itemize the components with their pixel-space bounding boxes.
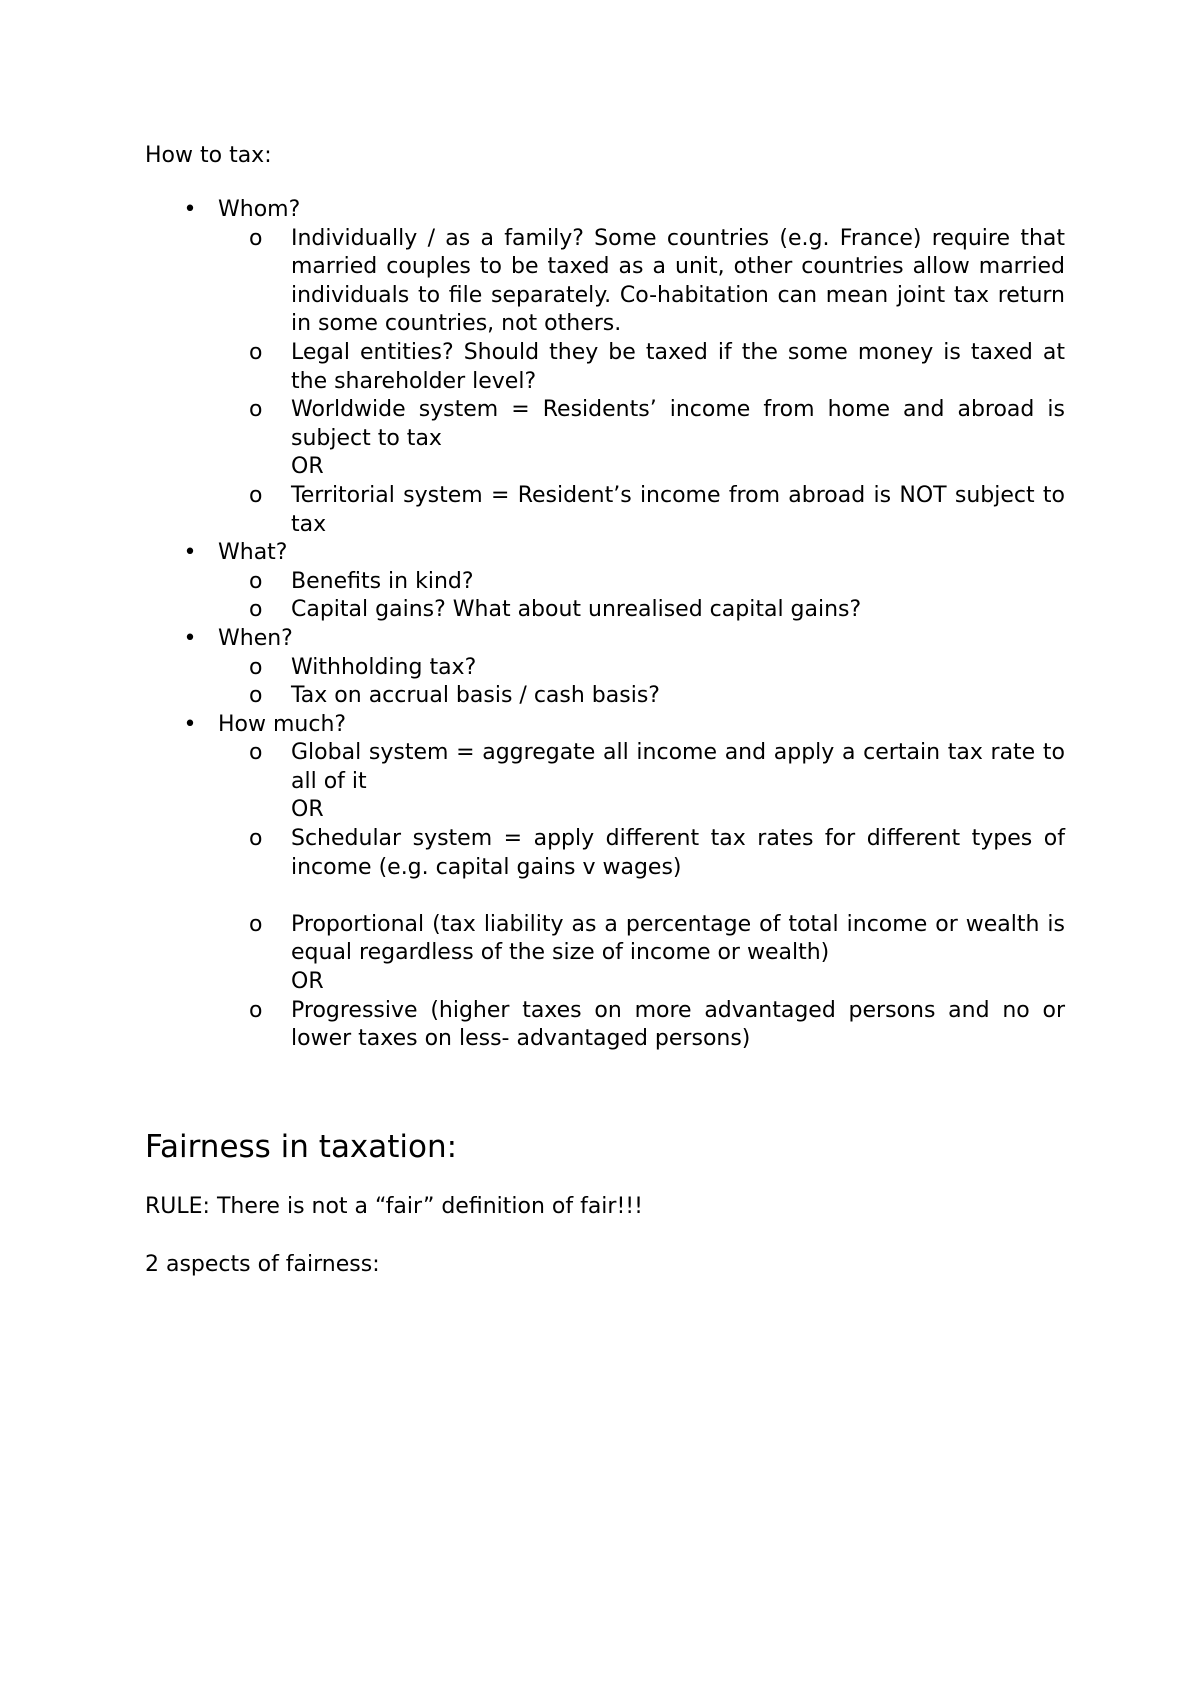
how-to-tax-heading: How to tax: (145, 143, 272, 168)
sub-item-schedular-system (145, 825, 1065, 882)
circle-bullet-icon: o (249, 482, 263, 508)
sub-item-text: Worldwide system = Residents’ income from home and abroad is subject to tax (291, 397, 1065, 451)
circle-bullet-icon: o (249, 339, 263, 365)
list-item-label: What? (218, 540, 288, 566)
aspects-paragraph: 2 aspects of fairness: (145, 1252, 380, 1277)
sub-item-text: Withholding tax? (291, 654, 477, 680)
circle-bullet-icon: o (249, 397, 263, 423)
sub-item-text: Individually / as a family? Some countries (e.g. France) require that married couples to be taxed as a unit, other countries allow married individuals to file separately. Co-habitation can mean joint tax return in some countries, not others. (291, 225, 1065, 337)
list-item-label: How much? (218, 711, 347, 737)
bullet-icon: • (183, 625, 197, 651)
bullet-icon: • (183, 197, 197, 222)
list-item-what (145, 539, 1065, 568)
list-item-how-much (145, 711, 1065, 740)
fairness-heading: Fairness in taxation: (145, 1129, 458, 1165)
or-separator: OR (291, 797, 324, 823)
circle-bullet-icon: o (249, 597, 263, 623)
sub-item-accrual-basis (145, 682, 1065, 711)
blank-line (145, 882, 1065, 911)
circle-bullet-icon: o (249, 911, 263, 937)
circle-bullet-icon: o (249, 654, 263, 680)
sub-item-global-system (145, 739, 1065, 796)
how-to-tax-outline (145, 196, 1065, 1054)
sub-item-proportional (145, 911, 1065, 968)
sub-item-text: Progressive (higher taxes on more advantaged persons and no or lower taxes on less- advantaged persons) (291, 997, 1065, 1052)
sub-item-capital-gains (145, 596, 1065, 625)
sub-item-territorial-system (145, 482, 1065, 539)
or-separator: OR (291, 454, 324, 480)
circle-bullet-icon: o (249, 225, 263, 251)
bullet-icon: • (183, 540, 197, 566)
sub-item-text: Capital gains? What about unrealised capital gains? (291, 597, 862, 623)
sub-item-worldwide-system (145, 396, 1065, 453)
sub-item-text: Tax on accrual basis / cash basis? (291, 683, 660, 709)
sub-item-text: Territorial system = Resident’s income from abroad is NOT subject to tax (291, 482, 1065, 537)
circle-bullet-icon: o (249, 997, 263, 1023)
sub-item-text: Global system = aggregate all income and apply a certain tax rate to all of it (291, 740, 1065, 794)
sub-item-text: Benefits in kind? (291, 568, 474, 594)
bullet-icon: • (183, 711, 197, 737)
sub-item-benefits-in-kind (145, 568, 1065, 597)
circle-bullet-icon: o (249, 826, 263, 852)
sub-item-progressive (145, 997, 1065, 1054)
circle-bullet-icon: o (249, 568, 263, 594)
list-item-label: When? (218, 625, 293, 651)
circle-bullet-icon: o (249, 740, 263, 766)
sub-item-text: Schedular system = apply different tax rates for different types of income (e.g. capital gains v wages) (291, 826, 1065, 880)
sub-item-text: Legal entities? Should they be taxed if the some money is taxed at the shareholder level? (291, 339, 1065, 394)
rule-paragraph: RULE: There is not a “fair” definition of fair!!! (145, 1194, 643, 1219)
sub-item-withholding-tax (145, 654, 1065, 683)
sub-item-text: Proportional (tax liability as a percentage of total income or wealth is equal regardless of the size of income or wealth) (291, 911, 1065, 966)
list-item-when (145, 625, 1065, 654)
circle-bullet-icon: o (249, 683, 263, 709)
sub-item-legal-entities (145, 339, 1065, 396)
list-item-label: Whom? (218, 197, 301, 222)
list-item-whom (145, 196, 1065, 225)
or-separator: OR (291, 969, 324, 995)
sub-item-individually (145, 225, 1065, 339)
